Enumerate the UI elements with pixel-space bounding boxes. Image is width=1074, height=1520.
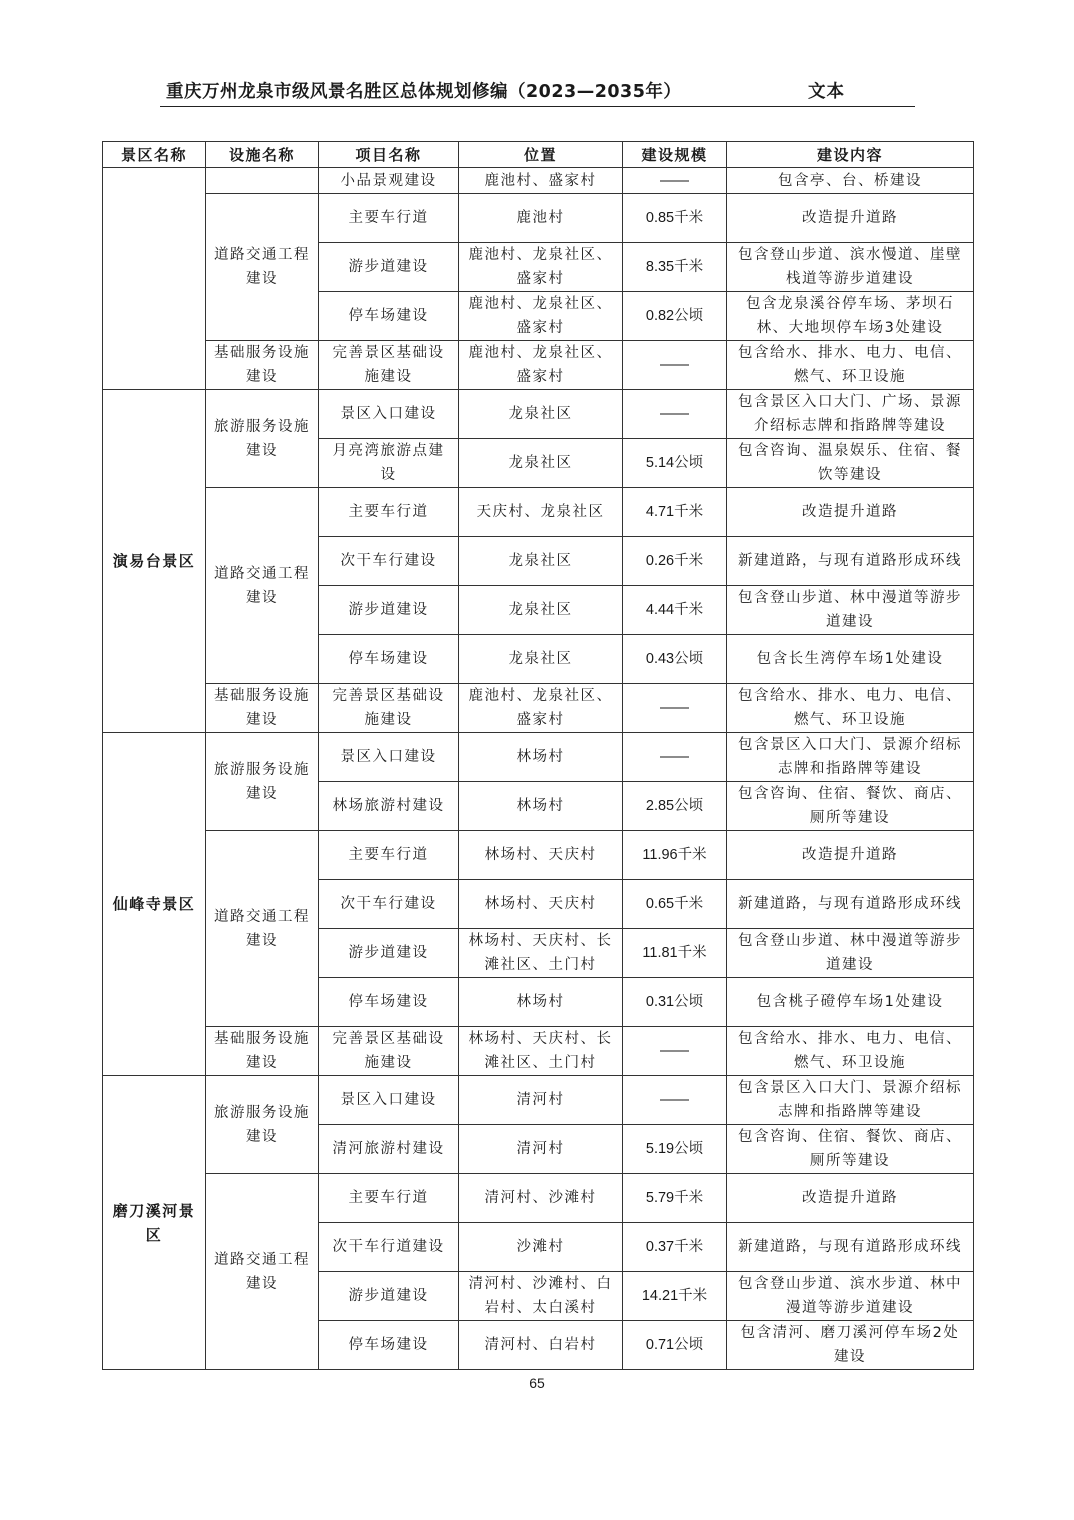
facility-cell <box>206 168 319 194</box>
location-cell: 鹿池村 <box>459 194 623 243</box>
content-cell: 包含登山步道、林中漫道等游步道建设 <box>727 929 974 978</box>
scale-cell: —— <box>623 1076 727 1125</box>
location-cell: 林场村 <box>459 978 623 1027</box>
project-cell: 月亮湾旅游点建设 <box>319 439 459 488</box>
project-cell: 景区入口建设 <box>319 733 459 782</box>
project-cell: 停车场建设 <box>319 635 459 684</box>
scale-cell: 5.19公顷 <box>623 1125 727 1174</box>
scale-cell: 11.96千米 <box>623 831 727 880</box>
location-cell: 林场村 <box>459 782 623 831</box>
scale-cell: 0.43公顷 <box>623 635 727 684</box>
document-title: 重庆万州龙泉市级风景名胜区总体规划修编（2023—2035年） <box>166 82 682 102</box>
scenic-area-cell: 磨刀溪河景区 <box>103 1076 206 1370</box>
content-cell: 包含桃子磴停车场1处建设 <box>727 978 974 1027</box>
content-cell: 包含咨询、住宿、餐饮、商店、厕所等建设 <box>727 782 974 831</box>
table-row <box>103 341 974 390</box>
project-cell: 游步道建设 <box>319 586 459 635</box>
location-cell: 清河村、沙滩村 <box>459 1174 623 1223</box>
facility-cell: 基础服务设施建设 <box>206 1027 319 1076</box>
table-row <box>103 194 974 243</box>
facility-cell: 旅游服务设施建设 <box>206 733 319 831</box>
location-cell: 清河村 <box>459 1076 623 1125</box>
project-cell: 景区入口建设 <box>319 1076 459 1125</box>
project-cell: 游步道建设 <box>319 929 459 978</box>
scale-cell: 0.26千米 <box>623 537 727 586</box>
project-cell: 次干车行建设 <box>319 537 459 586</box>
facilities-table <box>102 141 974 1370</box>
location-cell: 龙泉社区 <box>459 439 623 488</box>
project-cell: 停车场建设 <box>319 978 459 1027</box>
document-type-label: 文本 <box>808 82 845 102</box>
content-cell: 包含景区入口大门、景源介绍标志牌和指路牌等建设 <box>727 1076 974 1125</box>
scale-cell: 5.14公顷 <box>623 439 727 488</box>
table-row <box>103 168 974 194</box>
project-cell: 完善景区基础设施建设 <box>319 684 459 733</box>
column-header: 建设内容 <box>727 142 974 168</box>
content-cell: 改造提升道路 <box>727 194 974 243</box>
facility-cell: 道路交通工程建设 <box>206 488 319 684</box>
scale-cell: 4.71千米 <box>623 488 727 537</box>
table-row <box>103 1174 974 1223</box>
scale-cell: 4.44千米 <box>623 586 727 635</box>
facility-cell: 道路交通工程建设 <box>206 1174 319 1370</box>
location-cell: 清河村、白岩村 <box>459 1321 623 1370</box>
location-cell: 鹿池村、龙泉社区、盛家村 <box>459 243 623 292</box>
content-cell: 包含给水、排水、电力、电信、燃气、环卫设施 <box>727 1027 974 1076</box>
facility-cell: 道路交通工程建设 <box>206 194 319 341</box>
scale-cell: 0.37千米 <box>623 1223 727 1272</box>
column-header: 设施名称 <box>206 142 319 168</box>
table-row <box>103 684 974 733</box>
content-cell: 包含登山步道、林中漫道等游步道建设 <box>727 586 974 635</box>
location-cell: 沙滩村 <box>459 1223 623 1272</box>
page-number: 65 <box>529 1375 545 1391</box>
content-cell: 改造提升道路 <box>727 1174 974 1223</box>
project-cell: 游步道建设 <box>319 1272 459 1321</box>
location-cell: 天庆村、龙泉社区 <box>459 488 623 537</box>
scale-cell: 2.85公顷 <box>623 782 727 831</box>
location-cell: 龙泉社区 <box>459 537 623 586</box>
location-cell: 林场村、天庆村 <box>459 880 623 929</box>
content-cell: 新建道路，与现有道路形成环线 <box>727 880 974 929</box>
location-cell: 林场村、天庆村 <box>459 831 623 880</box>
content-cell: 新建道路，与现有道路形成环线 <box>727 1223 974 1272</box>
content-cell: 包含龙泉溪谷停车场、茅坝石林、大地坝停车场3处建设 <box>727 292 974 341</box>
column-header: 位置 <box>459 142 623 168</box>
location-cell: 鹿池村、龙泉社区、盛家村 <box>459 684 623 733</box>
facility-cell: 基础服务设施建设 <box>206 684 319 733</box>
content-cell: 包含登山步道、滨水步道、林中漫道等游步道建设 <box>727 1272 974 1321</box>
content-cell: 包含登山步道、滨水慢道、崖壁栈道等游步道建设 <box>727 243 974 292</box>
scale-cell: 11.81千米 <box>623 929 727 978</box>
project-cell: 停车场建设 <box>319 1321 459 1370</box>
table-row <box>103 1027 974 1076</box>
content-cell: 包含咨询、温泉娱乐、住宿、餐饮等建设 <box>727 439 974 488</box>
project-cell: 主要车行道 <box>319 194 459 243</box>
project-cell: 次干车行道建设 <box>319 1223 459 1272</box>
table-row <box>103 831 974 880</box>
location-cell: 林场村 <box>459 733 623 782</box>
content-cell: 包含长生湾停车场1处建设 <box>727 635 974 684</box>
scale-cell: 0.85千米 <box>623 194 727 243</box>
column-header: 建设规模 <box>623 142 727 168</box>
location-cell: 鹿池村、盛家村 <box>459 168 623 194</box>
scenic-area-cell: 仙峰寺景区 <box>103 733 206 1076</box>
content-cell: 包含咨询、住宿、餐饮、商店、厕所等建设 <box>727 1125 974 1174</box>
project-cell: 主要车行道 <box>319 488 459 537</box>
scale-cell: —— <box>623 1027 727 1076</box>
scale-cell: 8.35千米 <box>623 243 727 292</box>
project-cell: 林场旅游村建设 <box>319 782 459 831</box>
facility-cell: 基础服务设施建设 <box>206 341 319 390</box>
scenic-area-cell: 演易台景区 <box>103 390 206 733</box>
project-cell: 景区入口建设 <box>319 390 459 439</box>
location-cell: 龙泉社区 <box>459 390 623 439</box>
column-header: 景区名称 <box>103 142 206 168</box>
table-row <box>103 1076 974 1125</box>
facility-cell: 旅游服务设施建设 <box>206 390 319 488</box>
content-cell: 改造提升道路 <box>727 831 974 880</box>
content-cell: 包含给水、排水、电力、电信、燃气、环卫设施 <box>727 341 974 390</box>
project-cell: 完善景区基础设施建设 <box>319 1027 459 1076</box>
location-cell: 龙泉社区 <box>459 635 623 684</box>
content-cell: 改造提升道路 <box>727 488 974 537</box>
project-cell: 主要车行道 <box>319 831 459 880</box>
location-cell: 林场村、天庆村、长滩社区、土门村 <box>459 929 623 978</box>
project-cell: 次干车行建设 <box>319 880 459 929</box>
content-cell: 包含给水、排水、电力、电信、燃气、环卫设施 <box>727 684 974 733</box>
scale-cell: 14.21千米 <box>623 1272 727 1321</box>
location-cell: 林场村、天庆村、长滩社区、土门村 <box>459 1027 623 1076</box>
scenic-area-cell <box>103 168 206 390</box>
scale-cell: 0.82公顷 <box>623 292 727 341</box>
page-header <box>160 76 915 107</box>
content-cell: 包含景区入口大门、景源介绍标志牌和指路牌等建设 <box>727 733 974 782</box>
scale-cell: 0.71公顷 <box>623 1321 727 1370</box>
project-cell: 完善景区基础设施建设 <box>319 341 459 390</box>
table-header-row <box>103 142 974 168</box>
content-cell: 包含景区入口大门、广场、景源介绍标志牌和指路牌等建设 <box>727 390 974 439</box>
scale-cell: 5.79千米 <box>623 1174 727 1223</box>
location-cell: 清河村、沙滩村、白岩村、太白溪村 <box>459 1272 623 1321</box>
project-cell: 游步道建设 <box>319 243 459 292</box>
project-cell: 停车场建设 <box>319 292 459 341</box>
facility-cell: 旅游服务设施建设 <box>206 1076 319 1174</box>
table-row <box>103 390 974 439</box>
scale-cell: —— <box>623 390 727 439</box>
scale-cell: 0.65千米 <box>623 880 727 929</box>
content-cell: 新建道路，与现有道路形成环线 <box>727 537 974 586</box>
scale-cell: —— <box>623 341 727 390</box>
content-cell: 包含清河、磨刀溪河停车场2处建设 <box>727 1321 974 1370</box>
scale-cell: —— <box>623 168 727 194</box>
location-cell: 清河村 <box>459 1125 623 1174</box>
location-cell: 龙泉社区 <box>459 586 623 635</box>
project-cell: 清河旅游村建设 <box>319 1125 459 1174</box>
location-cell: 鹿池村、龙泉社区、盛家村 <box>459 341 623 390</box>
table-row <box>103 733 974 782</box>
scale-cell: —— <box>623 733 727 782</box>
facility-cell: 道路交通工程建设 <box>206 831 319 1027</box>
project-cell: 主要车行道 <box>319 1174 459 1223</box>
column-header: 项目名称 <box>319 142 459 168</box>
project-cell: 小品景观建设 <box>319 168 459 194</box>
scale-cell: 0.31公顷 <box>623 978 727 1027</box>
content-cell: 包含亭、台、桥建设 <box>727 168 974 194</box>
location-cell: 鹿池村、龙泉社区、盛家村 <box>459 292 623 341</box>
scale-cell: —— <box>623 684 727 733</box>
table-row <box>103 488 974 537</box>
